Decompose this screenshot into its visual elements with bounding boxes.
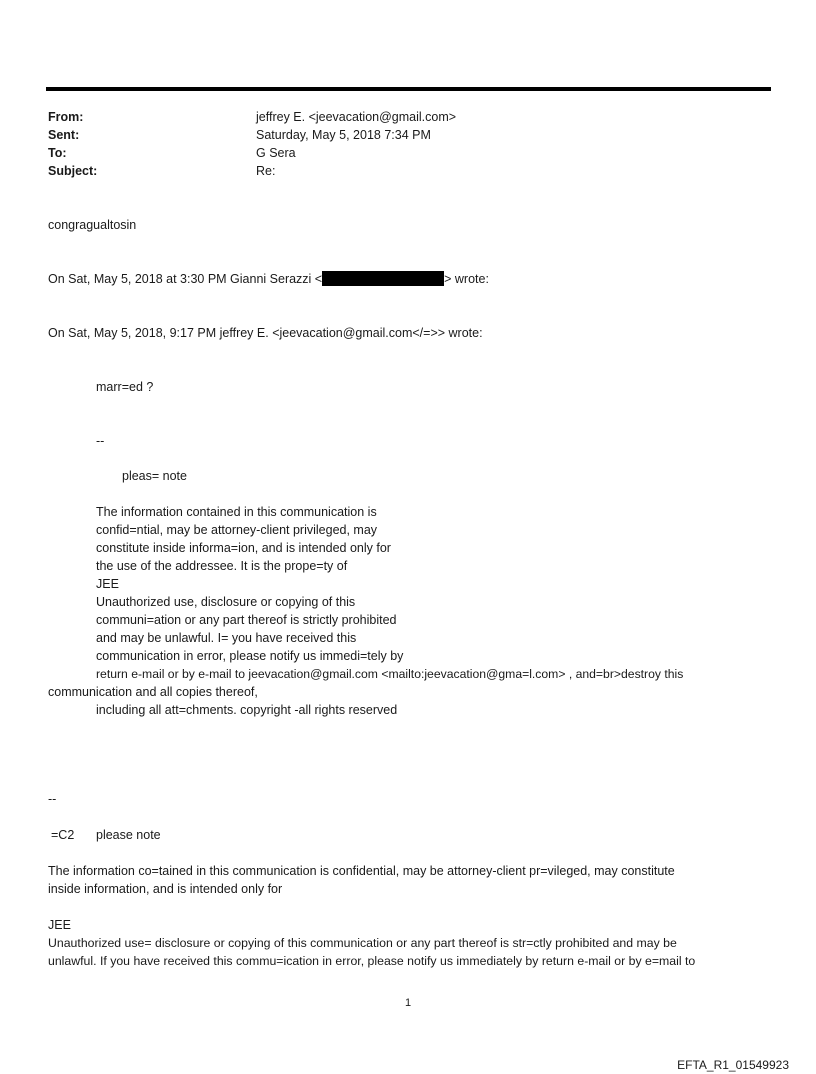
disclaimer-2-line: inside information, and is intended only for [48, 882, 283, 896]
disclaimer-1-line: the use of the addressee. It is the prope=ty of [96, 559, 348, 573]
quote-header-2: On Sat, May 5, 2018, 9:17 PM jeffrey E. <jeevacation@gmail.com</=>> wrote: [48, 326, 483, 340]
sent-value: Saturday, May 5, 2018 7:34 PM [256, 128, 431, 142]
from-label: From: [48, 110, 84, 124]
sent-label: Sent: [48, 128, 80, 142]
disclaimer-2-line: Unauthorized use= disclosure or copying of this communication or any part thereof is str=ctly prohibited and may be [48, 936, 677, 950]
reply-text: congragualtosin [48, 218, 137, 232]
to-label: To: [48, 146, 67, 160]
please-note: pleas= note [122, 469, 187, 483]
page-number: 1 [404, 997, 412, 1009]
quote-header-1-pre: On Sat, May 5, 2018 at 3:30 PM Gianni Serazzi < [48, 272, 323, 286]
to-value: G Sera [256, 146, 296, 160]
disclaimer-1-last: including all att=chments. copyright -all rights reserved [96, 703, 398, 717]
quote-header-1 [48, 270, 489, 288]
subject-label: Subject: [48, 164, 98, 178]
disclaimer-1-line: Unauthorized use, disclosure or copying of this [96, 595, 356, 609]
document-id: EFTA_R1_01549923 [677, 1058, 789, 1072]
disclaimer-1-line: communication in error, please notify us immedi=tely by [96, 649, 404, 663]
quoted-message: marr=ed ? [96, 380, 154, 394]
disclaimer-1-line: JEE [96, 577, 119, 591]
disclaimer-1-wrap: communication and all copies thereof, [48, 685, 258, 699]
subject-value: Re: [256, 164, 276, 178]
signature-dash: -- [96, 434, 105, 448]
please-note-2: please note [96, 828, 161, 842]
disclaimer-1-line: return e-mail or by e-mail to jeevacation@gmail.com <mailto:jeevacation@gma=l.com> , and=br>destroy this [96, 667, 684, 681]
from-value: jeffrey E. <jeevacation@gmail.com> [256, 110, 457, 124]
signature-dash-2: -- [48, 792, 57, 806]
disclaimer-2-line: unlawful. If you have received this commu=ication in error, please notify us immediately by return e-mail or by e=mail to [48, 954, 696, 968]
disclaimer-1-line: communi=ation or any part thereof is strictly prohibited [96, 613, 397, 627]
redaction-block [322, 271, 444, 286]
disclaimer-1-line: and may be unlawful. I= you have received this [96, 631, 357, 645]
disclaimer-2-jee: JEE [48, 918, 71, 932]
disclaimer-2-line: The information co=tained in this communication is confidential, may be attorney-client pr=vileged, may constitute [48, 864, 675, 878]
encoding-artifact: =C2 [51, 828, 75, 842]
disclaimer-1-line: The information contained in this communication is [96, 505, 377, 519]
disclaimer-1-line: constitute inside informa=ion, and is intended only for [96, 541, 391, 555]
header-rule [46, 87, 771, 91]
quote-header-1-post: > wrote: [444, 272, 489, 286]
disclaimer-1-line: confid=ntial, may be attorney-client privileged, may [96, 523, 378, 537]
